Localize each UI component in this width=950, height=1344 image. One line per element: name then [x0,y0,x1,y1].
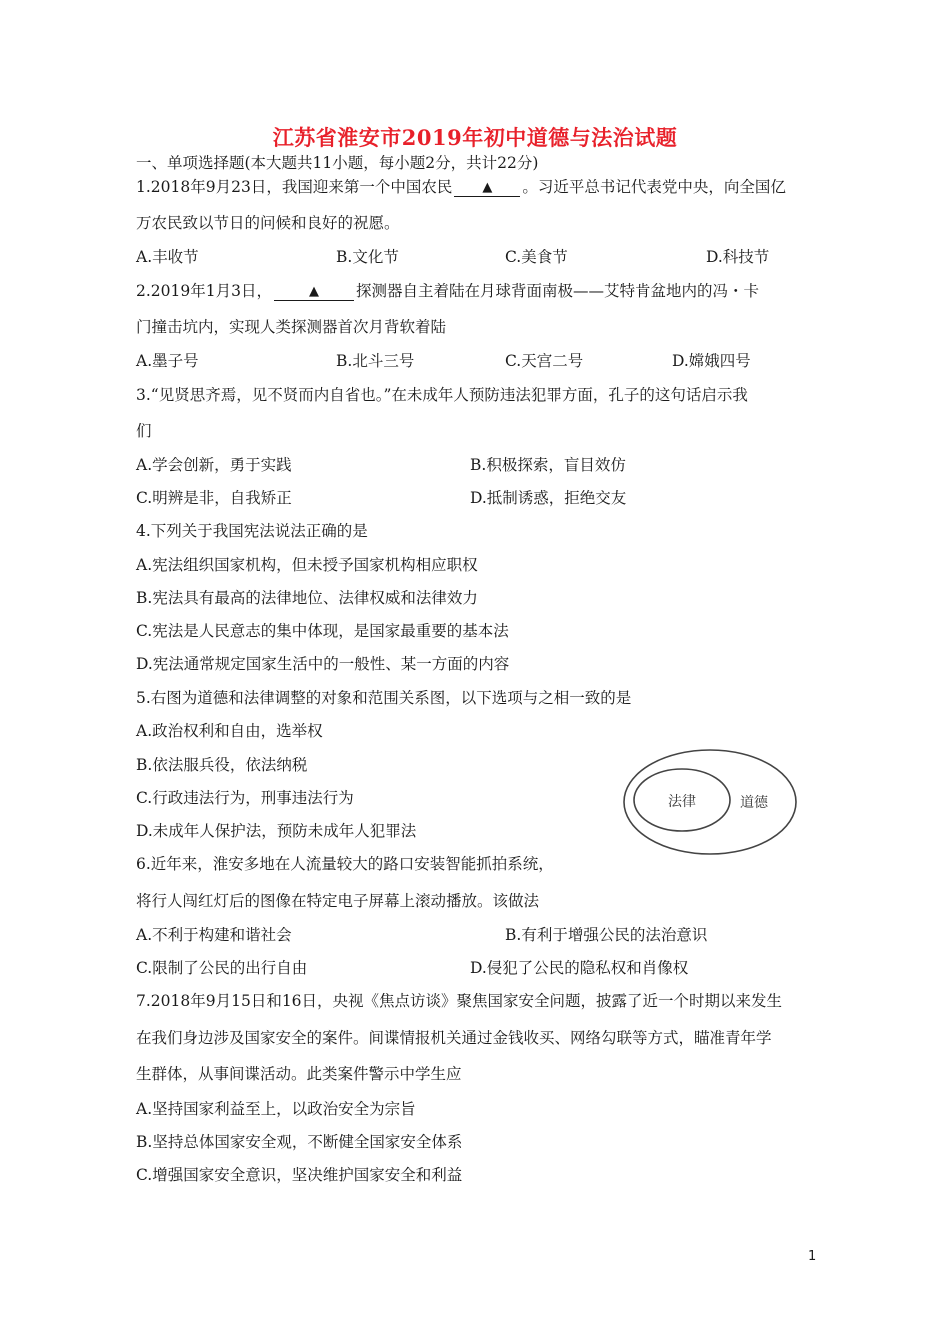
q3-option-b: B.积极探索，盲目效仿 [470,456,626,474]
q6-stem-line1: 6.近年来，淮安多地在人流量较大的路口安装智能抓拍系统， [136,855,554,873]
q2-option-a: A.墨子号 [136,352,199,370]
q5-option-d: D.未成年人保护法，预防未成年人犯罪法 [136,822,417,840]
q5-option-b: B.依法服兵役，依法纳税 [136,756,308,774]
q7-stem-line2: 在我们身边涉及国家安全的案件。间谍情报机关通过金钱收买、网络勾联等方式，瞄准青年学 [136,1029,772,1047]
q4-option-c: C.宪法是人民意志的集中体现，是国家最重要的基本法 [136,622,509,640]
q6-stem-line2: 将行人闯红灯后的图像在特定电子屏幕上滚动播放。该做法 [136,892,540,910]
q7-option-b: B.坚持总体国家安全观，不断健全国家安全体系 [136,1133,463,1151]
law-morality-venn-diagram [620,744,816,862]
q7-stem-line1: 7.2018年9月15日和16日，央视《焦点访谈》聚焦国家安全问题，披露了近一个时期以来发生 [136,992,783,1010]
q4-option-d: D.宪法通常规定国家生活中的一般性、某一方面的内容 [136,655,510,673]
q5-option-a: A.政治权利和自由，选举权 [136,722,323,740]
section-heading: 一、单项选择题(本大题共11小题，每小题2分，共计22分) [136,154,539,172]
q7-option-c: C.增强国家安全意识，坚决维护国家安全和利益 [136,1166,463,1184]
q1-stem-part-a: 1.2018年9月23日，我国迎来第一个中国农民 [136,178,453,196]
q6-option-c: C.限制了公民的出行自由 [136,959,308,977]
q6-option-b: B.有利于增强公民的法治意识 [505,926,708,944]
q1-answer-blank: ▲ [454,180,520,197]
q1-option-a: A.丰收节 [136,248,199,266]
q1-option-c: C.美食节 [505,248,568,266]
q2-stem-line1 [136,280,759,302]
exam-title: 江苏省淮安市2019年初中道德与法治试题 [272,125,678,150]
q2-answer-blank: ▲ [274,284,354,301]
q6-option-a: A.不利于构建和谐社会 [136,926,292,944]
q2-option-d: D.嫦娥四号 [672,352,751,370]
q3-stem-line1: 3.“见贤思齐焉，见不贤而内自省也。”在未成年人预防违法犯罪方面，孔子的这句话启示我 [136,386,748,404]
q2-option-c: C.天宫二号 [505,352,584,370]
q3-option-a: A.学会创新，勇于实践 [136,456,292,474]
q7-option-a: A.坚持国家利益至上，以政治安全为宗旨 [136,1100,416,1118]
q3-stem-line2: 们 [136,422,152,440]
q1-option-d: D.科技节 [706,248,770,266]
q2-stem-part-a: 2.2019年1月3日， [136,282,272,300]
q2-stem-line2: 门撞击坑内，实现人类探测器首次月背软着陆 [136,318,447,336]
q1-stem-line1 [136,176,786,198]
page-number: 1 [808,1249,817,1264]
q3-option-c: C.明辨是非，自我矫正 [136,489,292,507]
q2-option-b: B.北斗三号 [336,352,415,370]
q7-stem-line3: 生群体，从事间谍活动。此类案件警示中学生应 [136,1065,462,1083]
q4-stem: 4.下列关于我国宪法说法正确的是 [136,522,368,540]
q5-stem: 5.右图为道德和法律调整的对象和范围关系图，以下选项与之相一致的是 [136,689,632,707]
q1-option-b: B.文化节 [336,248,399,266]
q4-option-b: B.宪法具有最高的法律地位、法律权威和法律效力 [136,589,478,607]
q2-stem-part-b: 探测器自主着陆在月球背面南极——艾特肯盆地内的冯・卡 [355,282,759,300]
q1-stem-part-b: 。习近平总书记代表党中央，向全国亿 [522,178,786,196]
q5-option-c: C.行政违法行为，刑事违法行为 [136,789,354,807]
q3-option-d: D.抵制诱惑，拒绝交友 [470,489,627,507]
q4-option-a: A.宪法组织国家机构，但未授予国家机构相应职权 [136,556,478,574]
law-label: 法律 [668,794,696,810]
morality-outer-ellipse [624,750,796,854]
morality-label: 道德 [740,795,768,811]
q1-stem-line2: 万农民致以节日的问候和良好的祝愿。 [136,214,400,232]
q6-option-d: D.侵犯了公民的隐私权和肖像权 [470,959,689,977]
